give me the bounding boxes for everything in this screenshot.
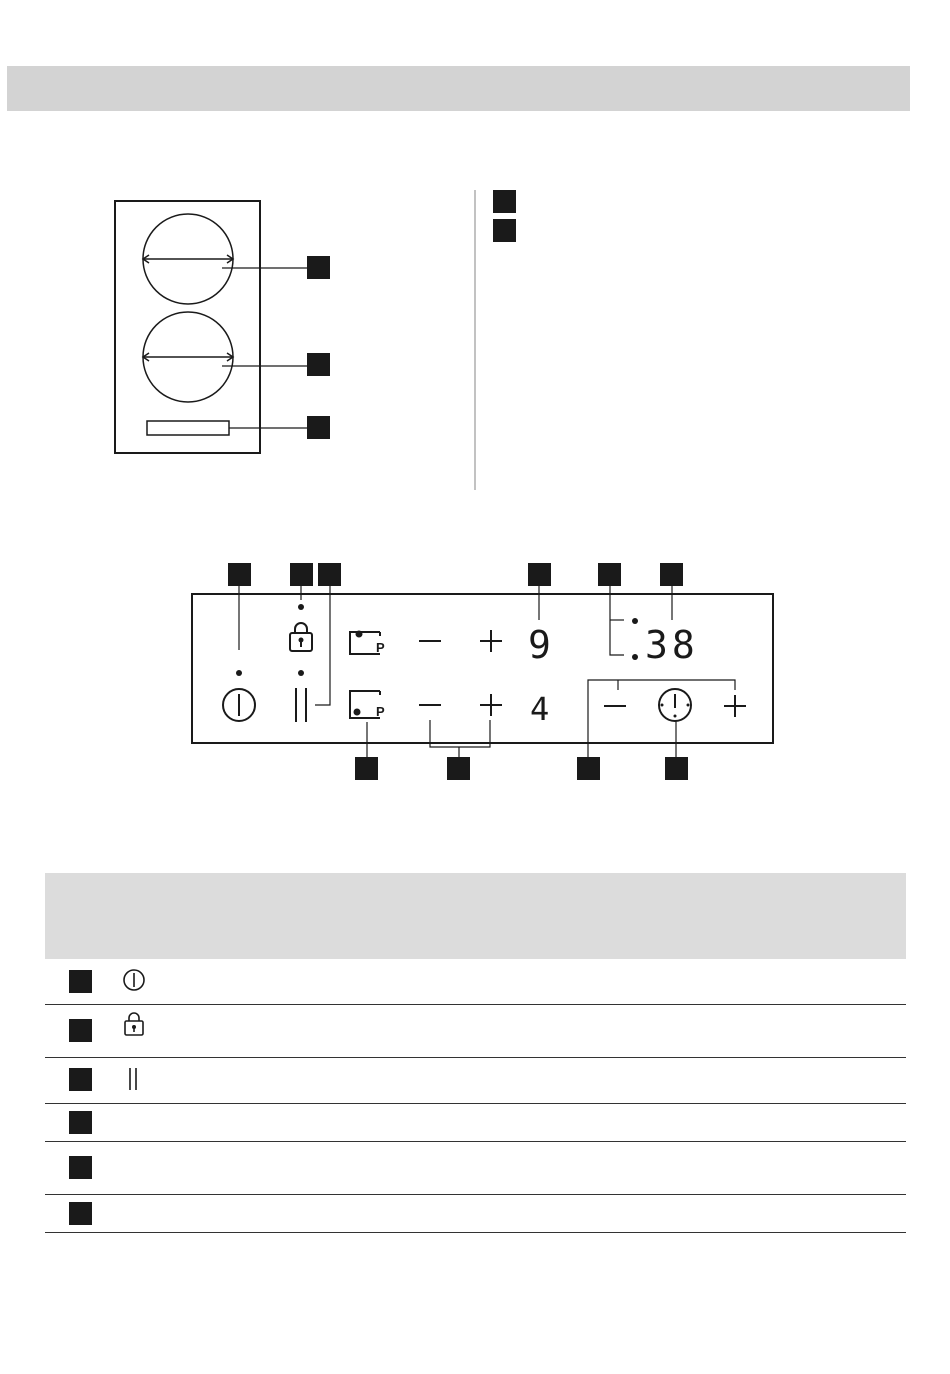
control-panel-frame: [192, 594, 773, 743]
table-row: [45, 1004, 906, 1058]
top-callout-leaders: [239, 586, 672, 705]
row-marker: [69, 1111, 92, 1134]
heat-setting-display-bottom: 4: [530, 690, 550, 728]
cp-marker-3: [318, 563, 341, 586]
cp-marker-9: [577, 757, 600, 780]
row-marker: [69, 1068, 92, 1091]
heat-setting-display-top: 9: [528, 623, 551, 667]
p-label-top: P: [376, 640, 385, 655]
row-marker: [69, 1019, 92, 1042]
timer-display: 38: [645, 623, 699, 667]
table-row: [45, 959, 906, 1005]
cp-marker-7: [355, 757, 378, 780]
row-marker: [69, 970, 92, 993]
pause-icon: [296, 688, 306, 722]
bottom-callout-leaders: [367, 680, 735, 757]
cp-marker-1: [228, 563, 251, 586]
lock-icon: [120, 1010, 150, 1040]
p-label-bottom: P: [376, 704, 385, 719]
cp-marker-6: [660, 563, 683, 586]
row-marker: [69, 1202, 92, 1225]
table-row: [45, 1057, 906, 1104]
table-row: [45, 1141, 906, 1195]
cp-marker-5: [598, 563, 621, 586]
table-row: [45, 1194, 906, 1233]
cp-marker-10: [665, 757, 688, 780]
table-row: [45, 1103, 906, 1142]
power-icon: [120, 966, 150, 996]
row-marker: [69, 1156, 92, 1179]
cp-marker-4: [528, 563, 551, 586]
heat-controls-bottom: [419, 694, 502, 716]
pause-icon: [120, 1065, 150, 1095]
power-icon: [223, 689, 255, 721]
table-header: [45, 873, 906, 959]
cp-marker-2: [290, 563, 313, 586]
heat-controls-top: [419, 630, 502, 652]
cp-marker-8: [447, 757, 470, 780]
